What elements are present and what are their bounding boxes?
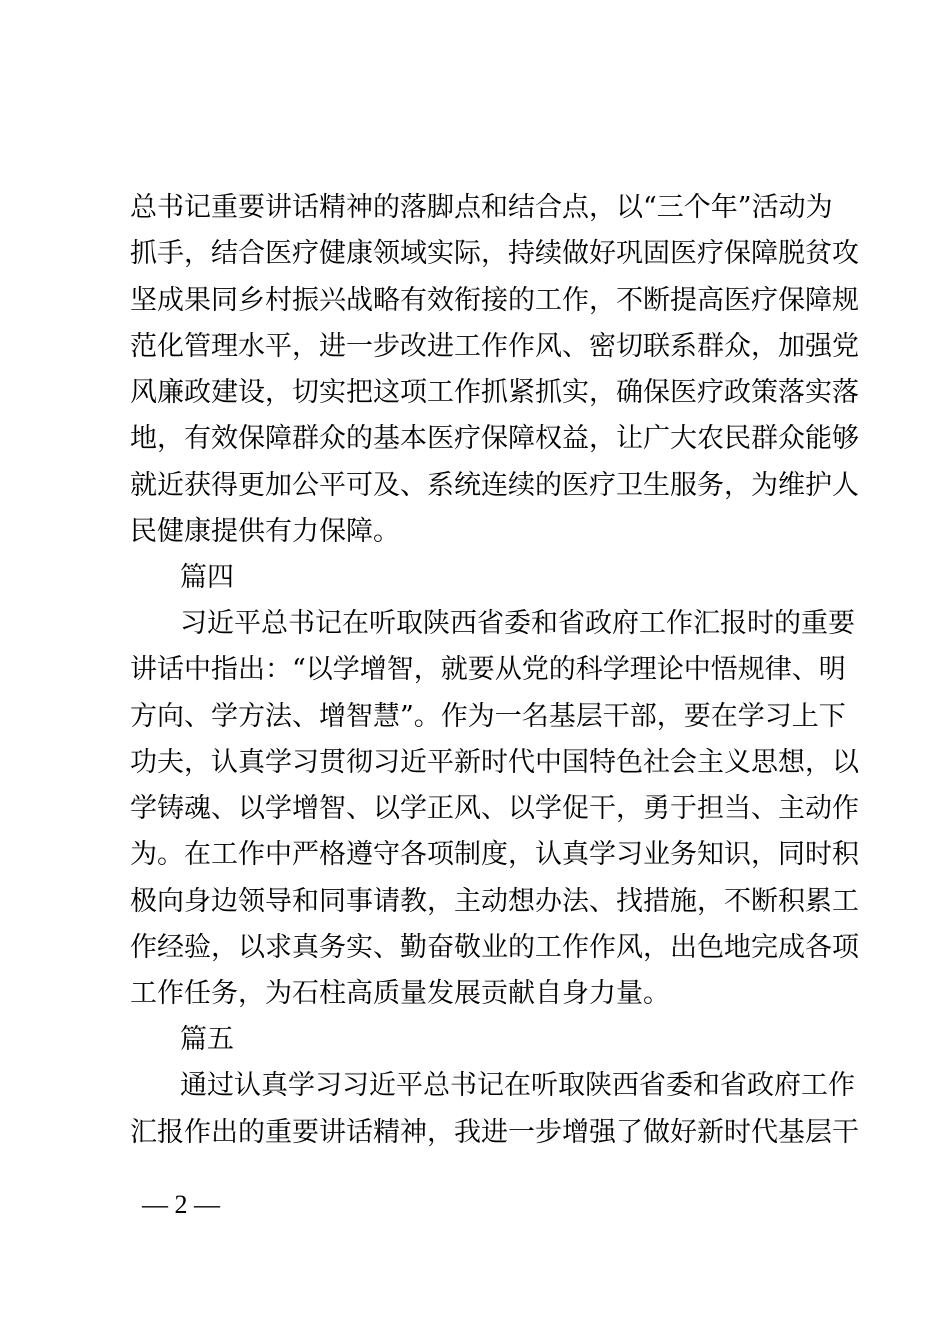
page-number: — 2 —	[142, 1190, 220, 1219]
section-heading: 篇五	[180, 1024, 234, 1055]
text-line: 民健康提供有力保障。	[130, 516, 400, 547]
text-line: 汇报作出的重要讲话精神，我进一步增强了做好新时代基层干	[130, 1117, 859, 1148]
text-line: 抓手，结合医疗健康领域实际，持续做好巩固医疗保障脱贫攻	[130, 238, 859, 269]
text-line: 就近获得更加公平可及、系统连续的医疗卫生服务，为维护人	[130, 470, 859, 501]
text-line: 通过认真学习习近平总书记在听取陕西省委和省政府工作	[180, 1070, 855, 1101]
text-line: 方向、学方法、增智慧”。作为一名基层干部，要在学习上下	[130, 701, 846, 732]
text-line: 工作任务，为石柱高质量发展贡献自身力量。	[130, 978, 670, 1009]
text-line: 功夫，认真学习贯彻习近平新时代中国特色社会主义思想，以	[130, 747, 859, 778]
text-line: 范化管理水平，进一步改进工作作风、密切联系群众，加强党	[130, 331, 859, 362]
text-line: 为。在工作中严格遵守各项制度，认真学习业务知识，同时积	[130, 839, 859, 870]
text-line: 坚成果同乡村振兴战略有效衔接的工作，不断提高医疗保障规	[130, 285, 859, 316]
section-heading: 篇四	[180, 562, 234, 593]
text-line: 作经验，以求真务实、勤奋敬业的工作作风，出色地完成各项	[130, 932, 859, 963]
text-line: 习近平总书记在听取陕西省委和省政府工作汇报时的重要	[180, 608, 855, 639]
text-line: 讲话中指出：“以学增智，就要从党的科学理论中悟规律、明	[130, 654, 846, 685]
text-line: 总书记重要讲话精神的落脚点和结合点，以“三个年”活动为	[130, 192, 833, 223]
text-line: 学铸魂、以学增智、以学正风、以学促干，勇于担当、主动作	[130, 793, 859, 824]
text-line: 风廉政建设，切实把这项工作抓紧抓实，确保医疗政策落实落	[130, 377, 859, 408]
text-line: 极向身边领导和同事请教，主动想办法、找措施，不断积累工	[130, 886, 859, 917]
text-line: 地，有效保障群众的基本医疗保障权益，让广大农民群众能够	[130, 423, 859, 454]
